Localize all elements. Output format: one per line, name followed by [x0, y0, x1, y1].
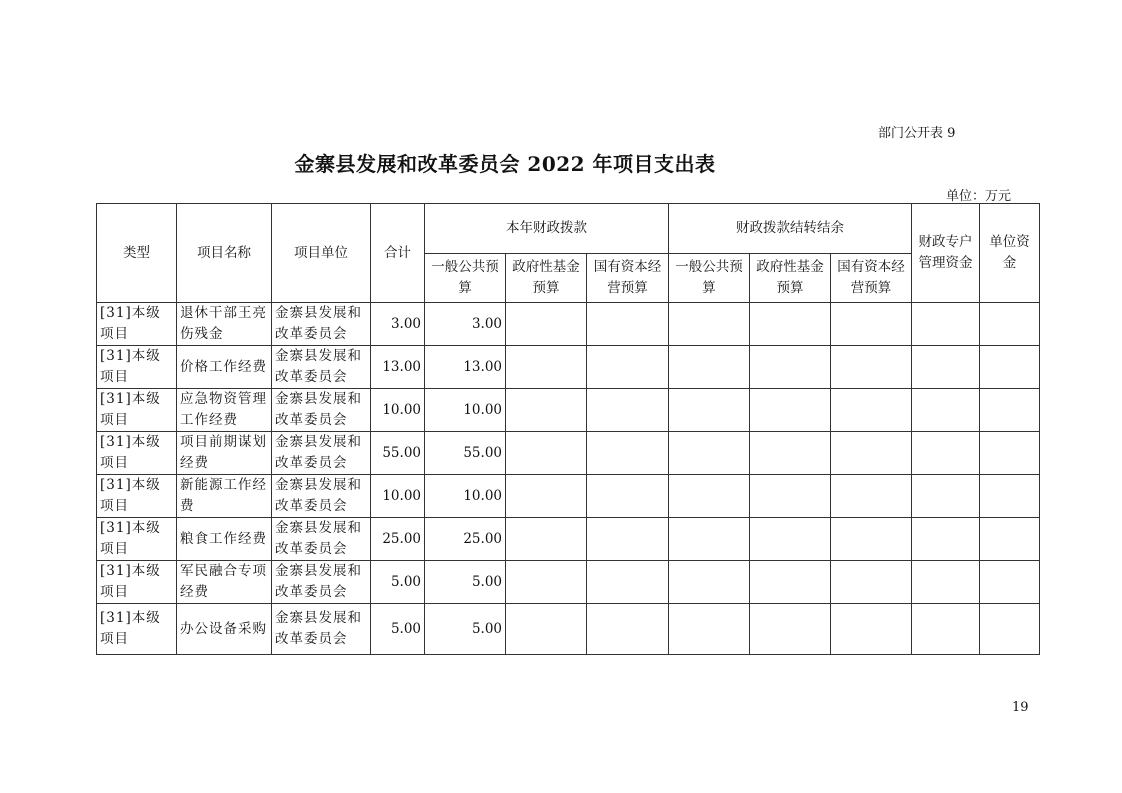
cell-current-gov-fund: [506, 432, 587, 475]
cell-carryover-general-public: [669, 604, 750, 655]
cell-type: [31]本级项目: [97, 346, 177, 389]
cell-current-gov-fund: [506, 518, 587, 561]
cell-current-state-capital: [587, 303, 669, 346]
table-row: [97, 475, 1040, 518]
table-row: [97, 303, 1040, 346]
header-current-year-group: 本年财政拨款: [425, 204, 669, 254]
cell-total: 25.00: [371, 518, 425, 561]
cell-current-state-capital: [587, 389, 669, 432]
cell-special-fund: [912, 518, 980, 561]
cell-carryover-gov-fund: [750, 475, 831, 518]
cell-project-unit: 金寨县发展和改革委员会: [272, 518, 371, 561]
cell-type: [31]本级项目: [97, 604, 177, 655]
cell-carryover-gov-fund: [750, 389, 831, 432]
cell-carryover-state-capital: [831, 346, 912, 389]
cell-special-fund: [912, 604, 980, 655]
cell-total: 5.00: [371, 561, 425, 604]
cell-unit-fund: [980, 475, 1040, 518]
table-body: [97, 303, 1040, 655]
cell-total: 13.00: [371, 346, 425, 389]
cell-type: [31]本级项目: [97, 432, 177, 475]
table-row: [97, 432, 1040, 475]
table-row: [97, 604, 1040, 655]
cell-project-unit: 金寨县发展和改革委员会: [272, 604, 371, 655]
cell-carryover-gov-fund: [750, 518, 831, 561]
cell-total: 55.00: [371, 432, 425, 475]
cell-unit-fund: [980, 561, 1040, 604]
table-row: [97, 561, 1040, 604]
cell-carryover-gov-fund: [750, 303, 831, 346]
cell-carryover-general-public: [669, 561, 750, 604]
cell-current-state-capital: [587, 432, 669, 475]
document-label: 部门公开表 9: [878, 126, 956, 141]
cell-carryover-general-public: [669, 346, 750, 389]
cell-special-fund: [912, 303, 980, 346]
cell-project-name: 新能源工作经费: [177, 475, 272, 518]
cell-project-name: 价格工作经费: [177, 346, 272, 389]
cell-current-general-public: 55.00: [425, 432, 506, 475]
cell-current-general-public: 5.00: [425, 561, 506, 604]
cell-project-unit: 金寨县发展和改革委员会: [272, 389, 371, 432]
cell-total: 5.00: [371, 604, 425, 655]
cell-total: 10.00: [371, 475, 425, 518]
table-row: [97, 518, 1040, 561]
table-row: [97, 346, 1040, 389]
cell-project-name: 办公设备采购: [177, 604, 272, 655]
cell-project-name: 粮食工作经费: [177, 518, 272, 561]
cell-current-general-public: 25.00: [425, 518, 506, 561]
cell-carryover-general-public: [669, 303, 750, 346]
header-project-name: 项目名称: [177, 204, 272, 303]
cell-carryover-general-public: [669, 432, 750, 475]
cell-carryover-state-capital: [831, 475, 912, 518]
cell-current-general-public: 3.00: [425, 303, 506, 346]
cell-unit-fund: [980, 389, 1040, 432]
cell-unit-fund: [980, 432, 1040, 475]
header-current-state-capital: 国有资本经营预算: [587, 254, 669, 303]
header-carryover-state-capital: 国有资本经营预算: [831, 254, 912, 303]
header-total: 合计: [371, 204, 425, 303]
cell-carryover-state-capital: [831, 518, 912, 561]
cell-carryover-general-public: [669, 518, 750, 561]
cell-current-general-public: 13.00: [425, 346, 506, 389]
cell-current-state-capital: [587, 518, 669, 561]
cell-project-name: 军民融合专项经费: [177, 561, 272, 604]
cell-special-fund: [912, 475, 980, 518]
cell-type: [31]本级项目: [97, 389, 177, 432]
cell-current-gov-fund: [506, 389, 587, 432]
cell-unit-fund: [980, 346, 1040, 389]
cell-type: [31]本级项目: [97, 518, 177, 561]
cell-current-general-public: 10.00: [425, 389, 506, 432]
cell-current-state-capital: [587, 604, 669, 655]
cell-special-fund: [912, 561, 980, 604]
cell-type: [31]本级项目: [97, 475, 177, 518]
header-special-fund: 财政专户管理资金: [912, 204, 980, 303]
cell-carryover-gov-fund: [750, 604, 831, 655]
cell-project-name: 应急物资管理工作经费: [177, 389, 272, 432]
cell-carryover-state-capital: [831, 561, 912, 604]
cell-project-unit: 金寨县发展和改革委员会: [272, 475, 371, 518]
cell-carryover-gov-fund: [750, 432, 831, 475]
header-current-general-public: 一般公共预算: [425, 254, 506, 303]
page-title: 金寨县发展和改革委员会 2022 年项目支出表: [294, 152, 716, 176]
cell-total: 3.00: [371, 303, 425, 346]
project-expenditure-table: [96, 203, 1040, 655]
cell-total: 10.00: [371, 389, 425, 432]
cell-project-unit: 金寨县发展和改革委员会: [272, 303, 371, 346]
cell-carryover-gov-fund: [750, 561, 831, 604]
cell-special-fund: [912, 432, 980, 475]
cell-current-general-public: 5.00: [425, 604, 506, 655]
cell-carryover-gov-fund: [750, 346, 831, 389]
unit-label: 单位：万元: [946, 189, 1012, 204]
cell-carryover-state-capital: [831, 303, 912, 346]
cell-special-fund: [912, 389, 980, 432]
header-carryover-gov-fund: 政府性基金预算: [750, 254, 831, 303]
cell-type: [31]本级项目: [97, 561, 177, 604]
cell-project-unit: 金寨县发展和改革委员会: [272, 346, 371, 389]
cell-unit-fund: [980, 303, 1040, 346]
cell-current-gov-fund: [506, 561, 587, 604]
cell-current-general-public: 10.00: [425, 475, 506, 518]
table-row: [97, 389, 1040, 432]
cell-current-state-capital: [587, 561, 669, 604]
cell-special-fund: [912, 346, 980, 389]
header-type: 类型: [97, 204, 177, 303]
cell-carryover-state-capital: [831, 604, 912, 655]
header-project-unit: 项目单位: [272, 204, 371, 303]
cell-current-state-capital: [587, 475, 669, 518]
cell-project-unit: 金寨县发展和改革委员会: [272, 561, 371, 604]
cell-unit-fund: [980, 518, 1040, 561]
cell-current-gov-fund: [506, 346, 587, 389]
header-carryover-general-public: 一般公共预算: [669, 254, 750, 303]
cell-project-name: 退休干部王亮伤残金: [177, 303, 272, 346]
header-current-gov-fund: 政府性基金预算: [506, 254, 587, 303]
cell-current-gov-fund: [506, 604, 587, 655]
cell-carryover-state-capital: [831, 389, 912, 432]
cell-project-unit: 金寨县发展和改革委员会: [272, 432, 371, 475]
header-unit-fund: 单位资金: [980, 204, 1040, 303]
cell-carryover-state-capital: [831, 432, 912, 475]
cell-current-gov-fund: [506, 303, 587, 346]
cell-type: [31]本级项目: [97, 303, 177, 346]
cell-current-gov-fund: [506, 475, 587, 518]
cell-carryover-general-public: [669, 475, 750, 518]
header-carryover-group: 财政拨款结转结余: [669, 204, 912, 254]
cell-unit-fund: [980, 604, 1040, 655]
cell-project-name: 项目前期谋划经费: [177, 432, 272, 475]
page-number: 19: [1012, 700, 1029, 715]
cell-carryover-general-public: [669, 389, 750, 432]
cell-current-state-capital: [587, 346, 669, 389]
